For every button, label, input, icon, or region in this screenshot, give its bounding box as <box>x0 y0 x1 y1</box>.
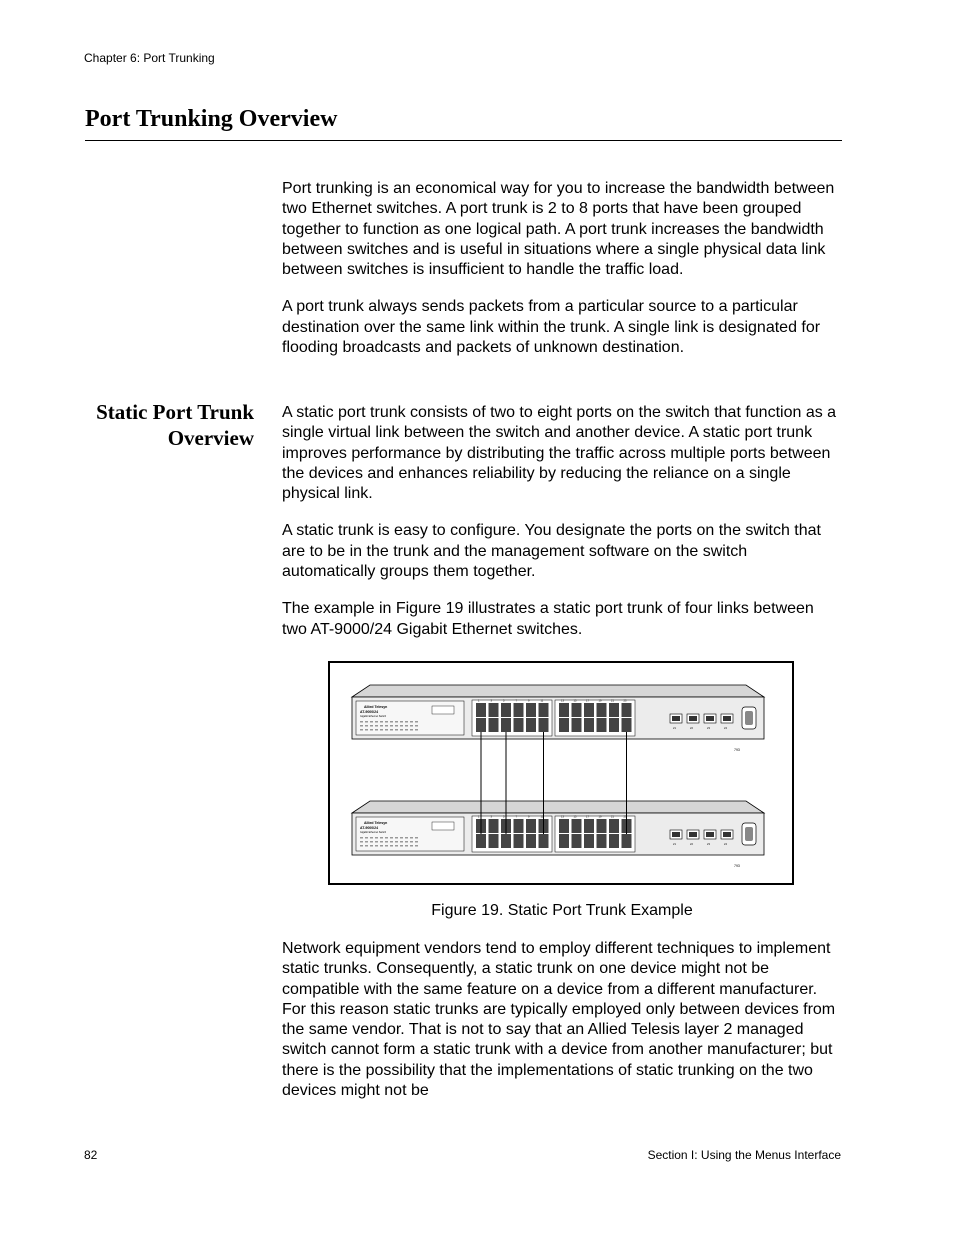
page-number: 82 <box>84 1148 98 1162</box>
switch-bottom-console-connector <box>745 827 753 841</box>
switch-bottom-led <box>415 837 418 839</box>
switch-bottom-top-surface <box>352 801 764 813</box>
switch-bottom-led <box>405 845 408 847</box>
switch-bottom-figure-id: 793 <box>734 864 740 868</box>
switch-top-led <box>375 725 378 727</box>
switch-top-led <box>415 725 418 727</box>
switch-top-led <box>360 725 363 727</box>
switch-top-sfp-label: 21 <box>673 727 676 730</box>
switch-bottom-sfp-port <box>706 832 714 837</box>
switch-top-led <box>400 725 403 727</box>
switch-top-port <box>476 703 486 717</box>
switch-bottom-port-label: 17 <box>586 815 589 819</box>
switch-top-port-label: 1 <box>478 699 480 703</box>
switch-bottom-led <box>390 845 393 847</box>
switch-top-port <box>622 718 632 732</box>
switch-top-console-connector <box>745 711 753 725</box>
switch-top-led <box>405 721 408 723</box>
switch-top-top-surface <box>352 685 764 697</box>
switch-bottom-led <box>415 841 418 843</box>
switch-top-led <box>385 725 388 727</box>
switch-bottom-led <box>400 845 403 847</box>
switch-top-port <box>609 718 619 732</box>
switch-bottom-led <box>410 845 413 847</box>
switch-bottom-led <box>390 841 393 843</box>
switch-bottom-led <box>365 845 368 847</box>
switch-bottom-led <box>395 841 398 843</box>
switch-bottom-port <box>539 834 549 848</box>
switch-top-led <box>360 721 363 723</box>
switch-top-led <box>405 729 408 731</box>
switch-bottom-port <box>584 819 594 833</box>
switch-top-led <box>415 721 418 723</box>
switch-top-sfp-port <box>672 716 680 721</box>
switch-bottom-led <box>375 837 378 839</box>
switch-bottom-port <box>526 819 536 833</box>
switch-top-port-label: 5 <box>503 699 505 703</box>
switch-bottom-port-label: 15 <box>573 815 577 819</box>
paragraph: A static port trunk consists of two to eight ports on the switch that function as a single virtual link between the switch and another device. A static port trunk improves performance by distributing the traffic across multiple ports between the devices and enhances reliability by reducing the reliance on a single physical link. <box>282 404 837 503</box>
switch-bottom-sfp-port <box>689 832 697 837</box>
paragraph: The example in Figure 19 illustrates a static port trunk of four links between two AT-9000/24 Gigabit Ethernet switches. <box>282 600 814 638</box>
switch-bottom-led <box>370 837 373 839</box>
switch-bottom-led <box>390 837 393 839</box>
switch-top-port <box>559 703 569 717</box>
switch-bottom-status-box <box>432 822 454 830</box>
switch-bottom-port <box>597 819 607 833</box>
switch-bottom-led <box>375 845 378 847</box>
switch-bottom-port <box>489 834 499 848</box>
switch-bottom-port-label: 7 <box>515 815 517 819</box>
paragraph: Network equipment vendors tend to employ different techniques to implement static trunks. Consequently, a static trunk on one device might not be compatible with the same feature on a device from a different manufacturer. For this reason static trunks are typically employed only between devices from the same vendor. That is not to say that an Allied Telesis layer 2 managed switch cannot form a static trunk with a device from another manufacturer; but there is the possibility that the implementations of static trunking on the two devices might not be <box>282 940 836 1100</box>
switch-bottom-led <box>405 837 408 839</box>
switch-top-port <box>514 703 524 717</box>
switch-bottom-led <box>385 837 388 839</box>
switch-top-led <box>370 729 373 731</box>
switch-top-port <box>514 718 524 732</box>
switch-bottom-led <box>380 841 383 843</box>
switch-top-led <box>380 729 383 731</box>
switch-top-sfp-port <box>689 716 697 721</box>
switch-bottom-brand: Allied Telesyn <box>364 821 388 825</box>
switch-bottom-port-label: 11 <box>540 815 544 819</box>
switch-top-led <box>410 725 413 727</box>
switch-top-led <box>390 721 393 723</box>
switch-bottom-port <box>559 819 569 833</box>
switch-bottom-port <box>514 819 524 833</box>
switch-top-port-label: 19 <box>598 699 602 703</box>
switch-top-port <box>539 718 549 732</box>
switch-top-led <box>370 725 373 727</box>
switch-top-led <box>395 729 398 731</box>
switch-top-port-label: 21 <box>611 699 614 703</box>
switch-top-port <box>501 703 511 717</box>
switch-bottom-port-label: 21 <box>611 815 614 819</box>
switch-top-model: AT-9000/24 <box>360 710 379 714</box>
switch-bottom-port <box>501 834 511 848</box>
switch-top-port <box>489 718 499 732</box>
switch-bottom-port-label: 3 <box>490 815 492 819</box>
switch-top-port <box>572 703 582 717</box>
switch-bottom-led <box>410 837 413 839</box>
switch-top-brand: Allied Telesyn <box>364 705 388 709</box>
switch-top-port-label: 15 <box>573 699 577 703</box>
switch-bottom-port <box>609 834 619 848</box>
switch-top-led <box>400 721 403 723</box>
switch-top-led <box>400 729 403 731</box>
switch-top-port-label: 7 <box>515 699 517 703</box>
switch-bottom-port-label: 19 <box>598 815 602 819</box>
switch-bottom-port <box>572 834 582 848</box>
switch-top-port <box>526 703 536 717</box>
title-rule <box>85 140 842 141</box>
switch-bottom-port <box>622 834 632 848</box>
switch-bottom-led <box>385 845 388 847</box>
switch-top-status-box <box>432 706 454 714</box>
switch-top-sfp-port <box>723 716 731 721</box>
switch-bottom-led <box>400 841 403 843</box>
switch-bottom-sfp-port <box>672 832 680 837</box>
switch-top-port <box>584 703 594 717</box>
section-title: Port Trunking Overview <box>85 106 338 132</box>
switch-bottom-led <box>380 837 383 839</box>
switch-top-port <box>609 703 619 717</box>
switch-bottom-led <box>395 845 398 847</box>
switch-top-led <box>360 729 363 731</box>
static-trunk-text <box>282 403 842 657</box>
switch-bottom-led <box>385 841 388 843</box>
switch-top-led <box>370 721 373 723</box>
switch-top-figure-id: 793 <box>734 748 740 752</box>
switch-bottom-led <box>415 845 418 847</box>
after-figure-text <box>282 939 842 1118</box>
switch-top-sfp-port <box>706 716 714 721</box>
switch-top-led <box>395 721 398 723</box>
switch-bottom-sfp-label: 21 <box>673 843 676 846</box>
paragraph: Port trunking is an economical way for you to increase the bandwidth between two Ethernet switches. A port trunk is 2 to 8 ports that have been grouped together to function as one logical path. A port trunk increases the bandwidth between switches and is useful in situations where a single physical data link between switches is insufficient to handle the traffic load. <box>282 180 835 279</box>
switch-bottom-port <box>476 834 486 848</box>
figure-caption: Figure 19. Static Port Trunk Example <box>431 902 693 919</box>
switch-top-led <box>365 721 368 723</box>
switch-bottom-port <box>489 819 499 833</box>
switch-bottom-port <box>559 834 569 848</box>
switch-top-led <box>390 729 393 731</box>
switch-bottom-port-label: 23 <box>623 815 627 819</box>
switch-top-led <box>410 729 413 731</box>
switch-bottom-led <box>375 841 378 843</box>
switch-diagram <box>330 663 792 883</box>
switch-bottom-led <box>360 837 363 839</box>
switch-top-led <box>395 725 398 727</box>
switch-bottom-port-label: 9 <box>528 815 530 819</box>
switch-top-led <box>415 729 418 731</box>
switch-bottom-port-label: 1 <box>478 815 480 819</box>
switch-bottom-led <box>365 841 368 843</box>
switch-top-led <box>410 721 413 723</box>
switch-top-led <box>380 725 383 727</box>
switch-top-port-label: 3 <box>490 699 492 703</box>
switch-top-led <box>365 725 368 727</box>
switch-bottom-port <box>526 834 536 848</box>
switch-top-led <box>405 725 408 727</box>
switch-bottom-port <box>572 819 582 833</box>
switch-top-sfp-label: 23 <box>707 727 710 730</box>
switch-bottom-led <box>360 841 363 843</box>
switch-bottom-led <box>405 841 408 843</box>
switch-bottom-sfp-label: 22 <box>690 843 693 846</box>
switch-bottom-port <box>514 834 524 848</box>
paragraph: A static trunk is easy to configure. You designate the ports on the switch that are to be in the trunk and the management software on the switch automatically groups them together. <box>282 522 821 581</box>
switch-bottom-led <box>395 837 398 839</box>
switch-top-subtitle: Gigabit Ethernet Switch <box>360 715 387 718</box>
switch-top-port <box>584 718 594 732</box>
switch-top-led <box>390 725 393 727</box>
switch-top-port-label: 9 <box>528 699 530 703</box>
switch-top-port <box>526 718 536 732</box>
switch-top-port <box>539 703 549 717</box>
switch-bottom-model: AT-9000/24 <box>360 826 379 830</box>
switch-top-port <box>597 718 607 732</box>
switch-top-led <box>375 721 378 723</box>
switch-top-port-label: 13 <box>561 699 564 703</box>
switch-top-port <box>622 703 632 717</box>
switch-bottom-subtitle: Gigabit Ethernet Switch <box>360 831 387 834</box>
switch-top-led <box>375 729 378 731</box>
switch-top-port-label: 23 <box>623 699 627 703</box>
switch-top-led <box>365 729 368 731</box>
switch-bottom-port <box>609 819 619 833</box>
switch-bottom-led <box>360 845 363 847</box>
switch-bottom-led <box>370 845 373 847</box>
switch-top-port-label: 17 <box>586 699 589 703</box>
switch-top-port <box>559 718 569 732</box>
switch-top-led <box>385 721 388 723</box>
switch-top-led <box>385 729 388 731</box>
intro-text <box>282 179 842 375</box>
footer-section: Section I: Using the Menus Interface <box>647 1148 841 1162</box>
switch-bottom-port-label: 5 <box>503 815 505 819</box>
switch-top-port <box>597 703 607 717</box>
switch-bottom-led <box>410 841 413 843</box>
switch-bottom-port <box>584 834 594 848</box>
switch-top-led <box>380 721 383 723</box>
switch-bottom-led <box>400 837 403 839</box>
switch-top-port <box>501 718 511 732</box>
switch-bottom-sfp-port <box>723 832 731 837</box>
switch-top-sfp-label: 24 <box>724 727 727 730</box>
switch-bottom-port-label: 13 <box>561 815 564 819</box>
switch-bottom-led <box>380 845 383 847</box>
paragraph: A port trunk always sends packets from a particular source to a particular destination over the same link within the trunk. A single link is designated for flooding broadcasts and packets of unknown destination. <box>282 298 821 357</box>
figure-static-port-trunk <box>328 661 794 885</box>
switch-top-port <box>489 703 499 717</box>
switch-top-port-label: 11 <box>540 699 544 703</box>
chapter-header: Chapter 6: Port Trunking <box>84 51 215 65</box>
switch-bottom-sfp-label: 24 <box>724 843 727 846</box>
switch-bottom-sfp-label: 23 <box>707 843 710 846</box>
switch-bottom-port <box>597 834 607 848</box>
subsection-title: Static Port Trunk Overview <box>96 400 254 450</box>
switch-bottom-led <box>370 841 373 843</box>
switch-top-sfp-label: 22 <box>690 727 693 730</box>
switch-top-port <box>572 718 582 732</box>
switch-bottom-led <box>365 837 368 839</box>
switch-top-port <box>476 718 486 732</box>
